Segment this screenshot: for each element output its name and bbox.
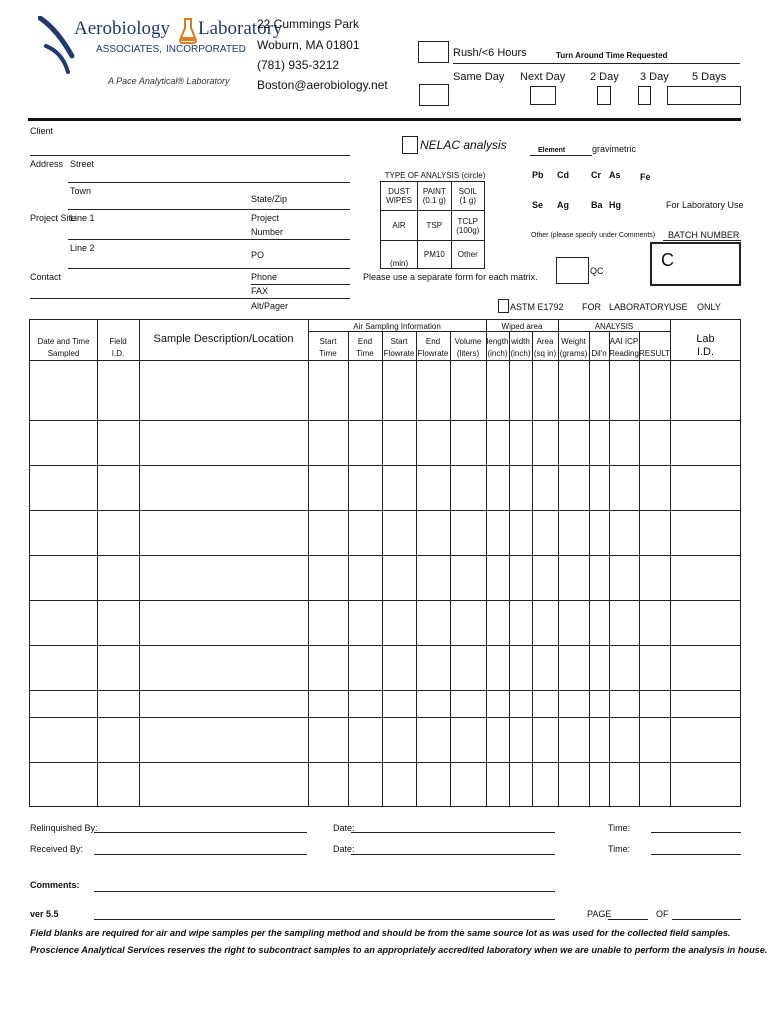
company-logo: [38, 16, 283, 96]
rush-checkbox[interactable]: [418, 41, 449, 63]
tat-same-day-label: Same Day: [453, 71, 505, 83]
tat-same-day-checkbox[interactable]: [419, 84, 449, 106]
element-pb[interactable]: Pb: [532, 170, 544, 180]
element-ba[interactable]: Ba: [591, 200, 603, 210]
matrix-tsp[interactable]: TSP: [418, 211, 451, 241]
col-dil-2: Dil'n: [591, 349, 607, 358]
address-line: Woburn, MA 01801: [257, 38, 360, 52]
state-zip-label: State/Zip: [251, 194, 288, 204]
col-aai-2: Reading: [609, 349, 639, 358]
matrix-other[interactable]: Other: [451, 241, 484, 269]
received-by-label: Received By:: [30, 844, 84, 854]
time-field-1[interactable]: [651, 832, 741, 833]
tat-3-day-label: 3 Day: [640, 71, 669, 83]
relinquished-by-label: Relinquished By:: [30, 823, 98, 833]
address-line: (781) 935-3212: [257, 58, 340, 72]
version-line[interactable]: [94, 919, 555, 920]
logo-subtitle-b: INCORPORATED: [166, 44, 246, 55]
col-start-flow-2: Flowrate: [383, 349, 415, 358]
date-label-2: Date:: [333, 844, 355, 854]
tat-5-days-label: 5 Days: [692, 71, 727, 83]
logo-subtitle-a: ASSOCIATES,: [96, 44, 162, 55]
nelac-label: NELAC analysis: [420, 138, 507, 152]
town-field[interactable]: [68, 209, 350, 210]
matrix-min[interactable]: (min): [381, 241, 418, 269]
tat-5-days-checkbox[interactable]: [667, 86, 741, 105]
of-label: OF: [656, 909, 669, 919]
col-description: Sample Description/Location: [153, 333, 294, 345]
type-of-analysis-title: TYPE OF ANALYSIS (circle): [384, 171, 486, 180]
table-row[interactable]: [30, 555, 741, 556]
col-weight-2: (grams): [559, 349, 588, 358]
page-field[interactable]: [608, 919, 648, 920]
element-cd[interactable]: Cd: [557, 170, 569, 180]
astm-checkbox[interactable]: [498, 299, 509, 313]
batch-number-value: C: [661, 250, 674, 270]
batch-number-label: BATCH NUMBER: [668, 230, 740, 240]
other-note: Other (please specify under Comments): [531, 232, 656, 239]
client-field[interactable]: [30, 155, 350, 156]
group-wiped-area: Wiped area: [501, 322, 543, 331]
col-end-flow-2: Flowrate: [417, 349, 449, 358]
po-label: PO: [251, 250, 265, 260]
qc-label: QC: [590, 266, 604, 276]
lab-use-only-2: LABORATORY: [609, 302, 670, 312]
batch-number-box[interactable]: [650, 242, 741, 286]
project-site-label: Project Site: [30, 213, 77, 223]
contact-label: Contact: [30, 272, 62, 282]
project-number-label-2: Number: [251, 227, 284, 237]
col-length-1: length: [486, 337, 509, 346]
rush-label: Rush/<6 Hours: [453, 47, 527, 59]
table-row[interactable]: [30, 465, 741, 466]
received-by-field[interactable]: [94, 854, 307, 855]
col-volume-1: Volume: [454, 337, 482, 346]
element-fe[interactable]: Fe: [640, 172, 651, 182]
subcontract-note: Proscience Analytical Services reserves the right to subcontract samples to an appropriately accredited laboratory when we are unable to perform the analysis in house.: [30, 945, 768, 955]
fax-label: FAX: [251, 286, 269, 296]
logo-name-2: Laboratory: [198, 18, 283, 39]
project-number-label-1: Project: [251, 213, 280, 223]
logo-flask-icon: [178, 18, 198, 44]
comments-field[interactable]: [94, 891, 555, 892]
matrix-paint[interactable]: PAINT (0.1 g): [418, 182, 451, 211]
logo-name: Aerobiology: [74, 18, 171, 39]
col-width-2: (inch): [510, 349, 531, 358]
col-width-1: width: [511, 337, 530, 346]
header-divider: [28, 118, 741, 121]
gravimetric-label: gravimetric: [592, 144, 637, 154]
turnaround-title: Turn Around Time Requested: [556, 51, 668, 60]
element-as[interactable]: As: [609, 170, 621, 180]
contact-field[interactable]: [30, 298, 350, 299]
lab-use-only-1: FOR: [582, 302, 601, 312]
phone-label: Phone: [251, 272, 278, 282]
address-email: Boston@aerobiology.net: [257, 78, 388, 92]
tat-3-day-checkbox[interactable]: [638, 86, 651, 105]
matrix-tclp[interactable]: TCLP (100g): [451, 211, 484, 241]
matrix-pm10[interactable]: PM10: [418, 241, 451, 269]
line1-label: Line 1: [70, 213, 95, 223]
col-start-flow-1: Start: [390, 337, 408, 346]
matrix-grid: [380, 181, 485, 269]
line2-field[interactable]: [68, 268, 350, 269]
address-label: Address: [30, 159, 64, 169]
lab-use-only-3: USE: [669, 302, 688, 312]
address-line: 22 Cummings Park: [257, 17, 360, 31]
element-label: Element: [538, 147, 566, 154]
table-row[interactable]: [30, 645, 741, 646]
date-field-2[interactable]: [351, 854, 555, 855]
table-row[interactable]: [30, 762, 741, 763]
element-se[interactable]: Se: [532, 200, 544, 210]
field-blanks-note: Field blanks are required for air and wipe samples per the sampling method and should be from the same source lot as was used for the collected field samples.: [30, 928, 731, 938]
col-field-2: I.D.: [111, 349, 125, 358]
street-field[interactable]: [68, 182, 350, 183]
matrix-dust-wipes[interactable]: DUST WIPES: [381, 182, 418, 211]
group-analysis: ANALYSIS: [594, 322, 634, 331]
element-ag[interactable]: Ag: [557, 200, 569, 210]
version-label: ver 5.5: [30, 909, 59, 919]
col-end-flow-1: End: [425, 337, 441, 346]
matrix-soil[interactable]: SOIL (1 g): [451, 182, 484, 211]
astm-label: ASTM E1792: [510, 302, 564, 312]
col-aai-1: AAI ICP: [609, 337, 639, 346]
table-row[interactable]: [30, 510, 741, 511]
col-area-2: (sq in): [533, 349, 557, 358]
col-weight-1: Weight: [561, 337, 586, 346]
tat-2-day-checkbox[interactable]: [597, 86, 611, 105]
col-date-2: Sampled: [47, 349, 80, 358]
col-start-time-1: Start: [319, 337, 337, 346]
col-end-time-2: Time: [356, 349, 374, 358]
tat-next-day-label: Next Day: [520, 71, 566, 83]
tat-2-day-label: 2 Day: [590, 71, 619, 83]
col-result-2: RESULT: [639, 349, 670, 358]
table-row[interactable]: [30, 717, 741, 718]
date-field-1[interactable]: [351, 832, 555, 833]
time-label-1: Time:: [608, 823, 631, 833]
separate-form-note: Please use a separate form for each matrix.: [363, 272, 538, 282]
time-field-2[interactable]: [651, 854, 741, 855]
comments-label: Comments:: [30, 880, 80, 890]
lab-use-only-4: ONLY: [697, 302, 721, 312]
matrix-air[interactable]: AIR: [381, 211, 418, 241]
time-label-2: Time:: [608, 844, 631, 854]
alt-pager-label: Alt/Pager: [251, 301, 289, 311]
client-label: Client: [30, 126, 54, 136]
table-row[interactable]: [30, 600, 741, 601]
table-row[interactable]: [30, 690, 741, 691]
col-start-time-2: Time: [319, 349, 337, 358]
col-area-1: Area: [536, 337, 554, 346]
tat-next-day-checkbox[interactable]: [530, 86, 556, 105]
col-volume-2: (liters): [456, 349, 480, 358]
for-lab-use-label: For Laboratory Use: [666, 200, 744, 210]
date-label-1: Date:: [333, 823, 355, 833]
town-label: Town: [70, 186, 92, 196]
page-label: PAGE: [587, 909, 612, 919]
of-field[interactable]: [672, 919, 741, 920]
col-lab-id-2: I.D.: [696, 346, 715, 358]
group-air-sampling: Air Sampling Information: [353, 322, 441, 331]
col-date-1: Date and Time: [37, 337, 90, 346]
element-cr[interactable]: Cr: [591, 170, 602, 180]
sample-table: [29, 319, 741, 807]
line1-field[interactable]: [68, 239, 350, 240]
line2-label: Line 2: [70, 243, 95, 253]
table-row[interactable]: [30, 420, 741, 421]
street-label: Street: [70, 159, 95, 169]
col-field-1: Field: [109, 337, 127, 346]
col-lab-id-1: Lab: [696, 333, 715, 345]
logo-tagline: A Pace Analytical® Laboratory: [108, 76, 230, 86]
col-length-2: (inch): [487, 349, 508, 358]
col-end-time-1: End: [357, 337, 373, 346]
relinquished-by-field[interactable]: [94, 832, 307, 833]
nelac-checkbox[interactable]: [402, 136, 418, 154]
element-hg[interactable]: Hg: [609, 200, 621, 210]
qc-box[interactable]: [556, 257, 589, 284]
